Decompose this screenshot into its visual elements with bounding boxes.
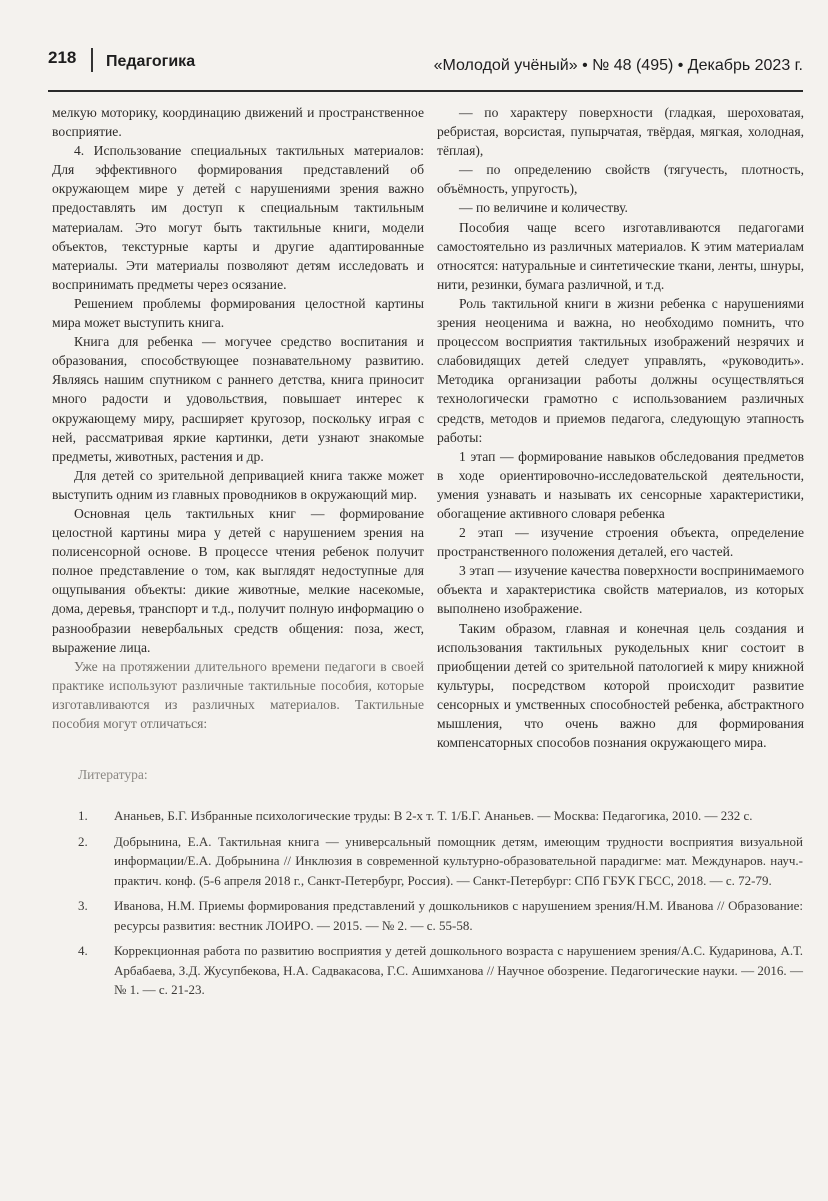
- paragraph: Уже на протяжении длительного времени педагоги в своей практике используют различные тактильные пособия, которые изготавливаются из различных материалов. Тактильные пособия могут отличаться:: [52, 658, 424, 731]
- right-column: [437, 103, 804, 752]
- reference-item: [78, 896, 803, 935]
- paragraph: Основная цель тактильных книг — формирование целостной картины мира у детей с нарушением зрения на полисенсорной основе. В процессе чтения ребенок получит полное представление о том, как выглядят недоступные для ощупывания объекты: дикие животные, мелкие насекомые, дома, деревья, транспорт и т.д., получит полную информацию о разнообразии невербальных средств общения: поза, жест, выражение лица.: [52, 505, 424, 655]
- reference-text: Ананьев, Б.Г. Избранные психологические труды: В 2-х т. Т. 1/Б.Г. Ананьев. — Москва: Педагогика, 2010. — 232 с.: [114, 808, 753, 823]
- paragraph: — по определению свойств (тягучесть, плотность, объёмность, упругость),: [437, 162, 804, 197]
- paragraph: 3 этап — изучение качества поверхности воспринимаемого объекта и характеристика свойств материалов, из которых выполнено изображение.: [437, 563, 804, 617]
- reference-number: 2.: [78, 833, 88, 849]
- reference-item: [78, 832, 803, 891]
- section-title: Педагогика: [106, 53, 196, 70]
- literature-title: Литература:: [78, 767, 148, 782]
- paragraph: Роль тактильной книги в жизни ребенка с нарушениями зрения неоценима и важна, но необходимо помнить, что процессом восприятия тактильных изображений незрячих и слабовидящих детей следует управлять, «руководить». Методика организации работы должны осуществляться технологически грамотно с использованием различных средств, методов и приемов педагога, следующую этапность работы:: [437, 295, 804, 445]
- paragraph: 4. Использование специальных тактильных материалов: Для эффективного формирования представлений об окружающем мире у детей с нарушениями зрения важно предоставлять им доступ к специальным тактильным материалам. Это могут быть тактильные книги, модели объектов, текстурные карты и другие адаптированные материалы. Эти материалы позволяют детям исследовать и воспринимать предметы через осязание.: [52, 143, 424, 292]
- reference-item: [78, 806, 803, 826]
- reference-number: 4.: [78, 943, 88, 958]
- paragraph: мелкую моторику, координацию движений и пространственное восприятие.: [52, 105, 424, 140]
- paragraph: Для детей со зрительной депривацией книга также может выступить одним из главных проводников в окружающий мир.: [52, 467, 424, 502]
- paragraph: 1 этап — формирование навыков обследования предметов в ходе ориентировочно-исследовательской деятельности, умения узнавать и называть их сенсорные характеристики, обогащение активного словаря ребенка: [437, 448, 804, 521]
- paragraph: Пособия чаще всего изготавливаются педагогами самостоятельно из различных материалов. К этим материалам относятся: натуральные и синтетические ткани, ленты, шнуры, нити, резинки, бумага различной, и т.д.: [437, 219, 804, 292]
- page-header: [48, 40, 803, 92]
- journal-info: «Молодой учёный» • № 48 (495) • Декабрь 2023 г.: [433, 57, 803, 74]
- paragraph: — по величине и количеству.: [459, 200, 628, 216]
- reference-text: Коррекционная работа по развитию восприятия у детей дошкольного возраста с нарушением зрения/А.С. Кударинова, А.Т. Арбабаева, З.Д. Жусупбекова, Н.А. Садвакасова, Г.С. Ашимханова // Научное обозрение. Педагогические науки. — 2016. — № 1. — с. 21-23.: [114, 943, 803, 997]
- reference-number: 1.: [78, 808, 88, 823]
- header-rule: [48, 90, 803, 92]
- header-divider: [91, 48, 93, 72]
- left-column: [52, 103, 424, 733]
- paragraph: Решением проблемы формирования целостной картины мира может выступить книга.: [52, 295, 424, 331]
- paragraph: 2 этап — изучение строения объекта, определение пространственного положения деталей, его частей.: [437, 525, 804, 560]
- reference-text: Иванова, Н.М. Приемы формирования представлений у дошкольников с нарушением зрения/Н.М. Иванова // Образование: ресурсы развития: вестник ЛОИРО. — 2015. — № 2. — с. 55-58.: [114, 898, 803, 933]
- reference-item: [78, 941, 803, 1000]
- paragraph: Таким образом, главная и конечная цель создания и использования тактильных рукодельных книг состоит в приобщении детей со зрительной патологией к миру книжной культуры, посредством которой происходит развитие сенсорных и умственных способностей ребенка, абстрактного мышления, что очень важно для формирования компенсаторных способов познания окружающего мира.: [437, 620, 804, 751]
- reference-number: 3.: [78, 898, 88, 913]
- reference-list: [78, 806, 803, 1006]
- paragraph: — по характеру поверхности (гладкая, шероховатая, ребристая, ворсистая, пупырчатая, твёрдая, мягкая, холодная, тёплая),: [437, 105, 804, 159]
- reference-text: Добрынина, Е.А. Тактильная книга — универсальный помощник детям, имеющим трудности восприятия визуальной информации/Е.А. Добрынина // Инклюзия в современной культурно-образовательной парадигме: мат. Междунаров. науч.-практич. конф. (5-6 апреля 2018 г., Санкт-Петербург, Россия). — Санкт-Петербург: СПб ГБУК ГБСС, 2018. — с. 72-79.: [114, 833, 803, 888]
- page-number: 218: [48, 48, 77, 67]
- paragraph: Книга для ребенка — могучее средство воспитания и образования, способствующее познавательному развитию. Являясь нашим спутником с раннего детства, книга приносит много радости и удовольствия, повышает интерес к окружающему миру, расширяет кругозор, поскольку играя с ней, рассматривая яркие картинки, дети узнают знакомые предметы, животных, растения и др.: [52, 334, 424, 464]
